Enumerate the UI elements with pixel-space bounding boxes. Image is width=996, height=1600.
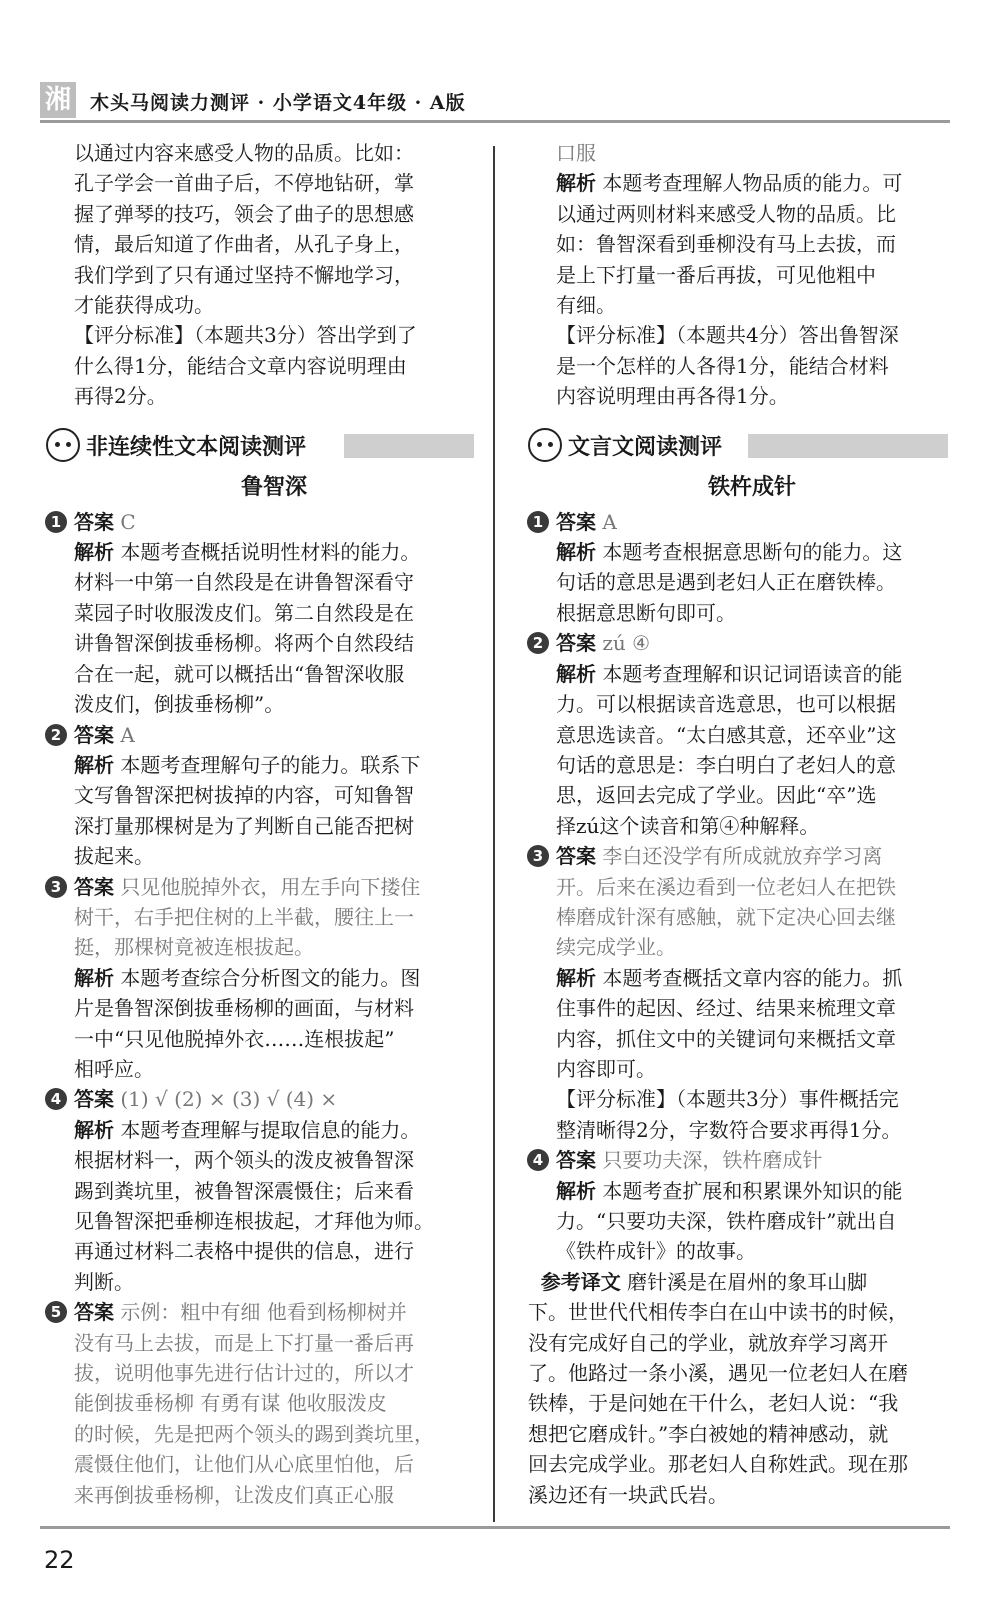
answer-line: 树干，右手把住树的上半截，腰往上一	[74, 904, 414, 929]
question-number: 1	[527, 511, 549, 533]
question-number: 4	[527, 1149, 549, 1171]
text-line: 一中“只见他脱掉外衣……连根拔起”	[74, 1026, 395, 1051]
text-line: 想把它磨成针。”李白被她的精神感动，就	[528, 1421, 889, 1446]
text-line: 如：鲁智深看到垂柳没有马上去拔，而	[556, 232, 896, 257]
text-line: 没有完成好自己的学业，就放弃学习离开	[528, 1330, 888, 1355]
question-number: 3	[527, 845, 549, 867]
question-number: 1	[45, 511, 67, 533]
answer-label: 答案	[74, 509, 114, 534]
text-line: 握了弹琴的技巧，领会了曲子的思想感	[74, 201, 414, 226]
question-4	[532, 1145, 948, 1267]
article-title: 铁杵成针	[707, 474, 796, 500]
answer-value: zú ④	[602, 631, 651, 656]
answer-continuation: 口服	[556, 141, 596, 165]
answer-line: 棒磨成针深有感触，就下定决心回去继	[556, 904, 896, 929]
answer-label: 答案	[74, 722, 114, 747]
answer-line: 挺，那棵树竟被连根拔起。	[74, 935, 314, 960]
text-line: 回去完成学业。那老妇人自称姓武。现在那	[528, 1452, 908, 1477]
answer-value: 李白还没学有所成就放弃学习离	[602, 844, 883, 869]
text-line: 【评分标准】（本题共3分）答出学到了	[74, 323, 417, 348]
answer-label: 答案	[74, 874, 114, 899]
analysis-label: 解析	[74, 965, 114, 990]
answer-label: 答案	[74, 1087, 114, 1112]
text-line: 整清晰得2分，字数符合要求再得1分。	[556, 1117, 902, 1142]
text-line: 再得2分。	[74, 384, 167, 409]
text-line: 以通过两则材料来感受人物的品质。比	[556, 201, 896, 226]
text-line: 再通过材料二表格中提供的信息，进行	[74, 1239, 414, 1264]
analysis-label: 解析	[556, 1178, 596, 1203]
text-line: 句话的意思是：李白明白了老妇人的意	[556, 752, 896, 777]
question-1	[532, 507, 948, 629]
question-4	[50, 1084, 474, 1297]
question-number: 2	[527, 632, 549, 654]
text-line: 本题考查根据意思断句的能力。这	[602, 540, 903, 565]
analysis-label: 解析	[556, 540, 596, 565]
text-line: 力。“只要功夫深，铁杵磨成针”就出自	[556, 1209, 897, 1233]
text-line: 思，返回去完成了学业。因此“卒”选	[556, 783, 877, 808]
text-line: 片是鲁智深倒拔垂杨柳的画面，与材料	[74, 996, 414, 1021]
page-number: 22	[44, 1546, 75, 1574]
answer-line: 拔，说明他事先进行估计过的，所以才	[74, 1361, 414, 1386]
text-line: 才能获得成功。	[74, 293, 214, 318]
text-line: 铁棒，于是问她在干什么，老妇人说：“我	[528, 1391, 899, 1416]
text-line: 踢到粪坑里，被鲁智深震慑住；后来看	[74, 1178, 414, 1203]
text-line: 文写鲁智深把树拔掉的内容，可知鲁智	[74, 783, 414, 808]
analysis-label: 解析	[556, 965, 596, 990]
answer-line: 续完成学业。	[556, 935, 676, 960]
book-title: 木头马阅读力测评 · 小学语文4年级 · A版	[90, 92, 466, 114]
text-line: 是一个怎样的人各得1分，能结合材料	[556, 353, 889, 378]
text-line: 相呼应。	[74, 1056, 154, 1081]
answer-label: 答案	[556, 631, 596, 656]
analysis-label: 解析	[556, 171, 596, 196]
header-rule	[40, 120, 950, 123]
text-line: 下。世世代代相传李白在山中读书的时候，	[528, 1300, 908, 1325]
text-line: 本题考查概括说明性材料的能力。	[120, 540, 421, 565]
face-icon	[46, 428, 80, 462]
question-number: 4	[45, 1088, 67, 1110]
answer-line: 能倒拔垂杨柳 有勇有谋 他收服泼皮	[74, 1391, 387, 1416]
text-line: 见鲁智深把垂柳连根拔起，才拜他为师。	[74, 1209, 434, 1233]
answer-line: 震慑住他们，让他们从心底里怕他，后	[74, 1452, 414, 1477]
text-line: 材料一中第一自然段是在讲鲁智深看守	[74, 570, 414, 595]
answer-value: 示例：粗中有细 他看到杨柳树并	[120, 1300, 407, 1325]
answer-value: A	[602, 509, 617, 534]
intro-paragraph	[74, 138, 474, 320]
answer-value: C	[120, 509, 136, 534]
text-line: 什么得1分，能结合文章内容说明理由	[74, 353, 407, 378]
analysis-label: 解析	[74, 752, 114, 777]
answer-label: 答案	[556, 844, 596, 869]
section-header	[46, 426, 474, 466]
text-line: 以通过内容来感受人物的品质。比如：	[74, 141, 414, 165]
text-line: 本题考查理解与提取信息的能力。	[120, 1117, 421, 1142]
text-line: 本题考查理解和识记词语读音的能	[602, 661, 903, 686]
text-line: 本题考查理解人物品质的能力。可	[602, 171, 903, 196]
text-line: 根据意思断句即可。	[556, 600, 736, 625]
section-title: 非连续性文本阅读测评	[86, 434, 307, 460]
answer-line: 开。后来在溪边看到一位老妇人在把铁	[556, 874, 896, 899]
text-line: 住事件的起因、经过、结果来梳理文章	[556, 996, 896, 1021]
text-line: 情，最后知道了作曲者，从孔子身上，	[74, 232, 414, 257]
text-line: 有细。	[556, 293, 616, 318]
text-line: 合在一起，就可以概括出“鲁智深收服	[74, 661, 405, 686]
answer-label: 答案	[556, 509, 596, 534]
scoring-standard	[74, 320, 474, 411]
left-column	[50, 138, 474, 1510]
text-line: 本题考查综合分析图文的能力。图	[120, 965, 421, 990]
question-2	[532, 628, 948, 841]
section-bar	[748, 434, 948, 458]
answer-value: A	[120, 722, 135, 747]
article-title: 鲁智深	[240, 474, 307, 500]
text-line: 磨针溪是在眉州的象耳山脚	[627, 1269, 868, 1294]
text-line: 深打量那棵树是为了判断自己能否把树	[74, 813, 414, 838]
analysis-label: 解析	[74, 540, 114, 565]
text-line: 内容说明理由再各得1分。	[556, 384, 789, 409]
text-line: 本题考查理解句子的能力。联系下	[120, 752, 421, 777]
publisher-logo: 湘	[40, 82, 76, 118]
text-line: 判断。	[74, 1269, 134, 1294]
text-line: 了。他路过一条小溪，遇见一位老妇人在磨	[528, 1361, 908, 1386]
text-line: 内容即可。	[556, 1056, 656, 1081]
text-line: 讲鲁智深倒拔垂杨柳。将两个自然段结	[74, 631, 414, 656]
analysis-label: 解析	[74, 1117, 114, 1142]
column-divider	[493, 146, 495, 1522]
face-icon	[528, 428, 562, 462]
text-line: 【评分标准】（本题共3分）事件概括完	[556, 1087, 899, 1112]
answer-line: 来再倒拔垂杨柳，让泼皮们真正心服	[74, 1482, 394, 1507]
text-line: 菜园子时收服泼皮们。第二自然段是在	[74, 600, 414, 625]
text-line: 我们学到了只有通过坚持不懈地学习，	[74, 262, 414, 287]
question-number: 2	[45, 724, 67, 746]
text-line: 句话的意思是遇到老妇人正在磨铁棒。	[556, 570, 896, 595]
translation-label: 参考译文	[540, 1269, 621, 1294]
section-header	[528, 426, 948, 466]
question-3	[532, 841, 948, 1145]
question-5	[50, 1297, 474, 1510]
text-line: 力。可以根据读音选意思，也可以根据	[556, 692, 896, 717]
text-line: 溪边还有一块武氏岩。	[528, 1482, 728, 1507]
question-1	[50, 507, 474, 720]
text-line: 孔子学会一首曲子后，不停地钻研，掌	[74, 171, 414, 196]
question-number: 5	[45, 1301, 67, 1323]
text-line: 本题考查概括文章内容的能力。抓	[602, 965, 903, 990]
answer-label: 答案	[74, 1300, 114, 1325]
question-number: 3	[45, 876, 67, 898]
section-title: 文言文阅读测评	[568, 434, 723, 460]
text-line: 《铁杵成针》的故事。	[556, 1239, 756, 1264]
text-line: 意思选读音。“太白感其意，还卒业”这	[556, 722, 897, 747]
answer-label: 答案	[556, 1148, 596, 1173]
section-bar	[344, 434, 474, 458]
text-line: 择zú这个读音和第④种解释。	[556, 813, 820, 838]
footer-rule	[40, 1526, 950, 1529]
answer-value: 只见他脱掉外衣，用左手向下搂住	[120, 874, 421, 899]
text-line: 【评分标准】（本题共4分）答出鲁智深	[556, 323, 899, 348]
text-line: 是上下打量一番后再拔，可见他粗中	[556, 262, 876, 287]
question-3	[50, 872, 474, 1085]
text-line: 拔起来。	[74, 844, 154, 869]
text-line: 内容，抓住文中的关键词句来概括文章	[556, 1026, 896, 1051]
answer-line: 没有马上去拔，而是上下打量一番后再	[74, 1330, 414, 1355]
answer-line: 的时候，先是把两个领头的踢到粪坑里，	[74, 1421, 434, 1446]
text-line: 根据材料一，两个领头的泼皮被鲁智深	[74, 1148, 414, 1173]
reference-translation	[528, 1267, 948, 1510]
text-line: 泼皮们，倒拔垂杨柳”。	[74, 692, 285, 717]
page-header	[40, 82, 950, 122]
right-column	[528, 138, 948, 1510]
scoring-standard	[556, 320, 948, 411]
answer-value: (1) √ (2) × (3) √ (4) ×	[120, 1087, 338, 1112]
question-2	[50, 720, 474, 872]
analysis-label: 解析	[556, 661, 596, 686]
answer-value: 只要功夫深，铁杵磨成针	[602, 1148, 823, 1173]
text-line: 本题考查扩展和积累课外知识的能	[602, 1178, 903, 1203]
